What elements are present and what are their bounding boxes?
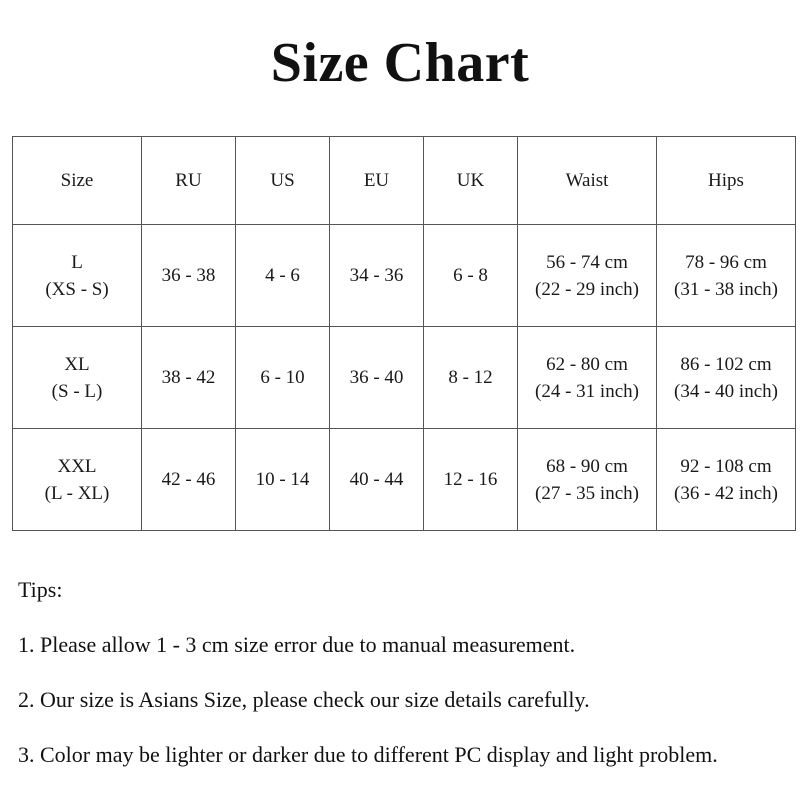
size-label: XL — [64, 353, 90, 375]
cell-waist — [518, 429, 657, 531]
table-row — [13, 327, 796, 429]
cell-uk: 12 - 16 — [424, 429, 518, 531]
cell-waist — [518, 327, 657, 429]
header-eu: EU — [330, 137, 424, 225]
cell-waist — [518, 225, 657, 327]
hips-cm: 92 - 108 cm — [680, 455, 772, 477]
hips-inch: (36 - 42 inch) — [674, 482, 778, 504]
header-hips: Hips — [657, 137, 796, 225]
tip-item-2: 2. Our size is Asians Size, please check our size details carefully. — [18, 687, 590, 712]
cell-us: 10 - 14 — [236, 429, 330, 531]
tip-item-3: 3. Color may be lighter or darker due to different PC display and light problem. — [18, 742, 718, 767]
cell-us: 4 - 6 — [236, 225, 330, 327]
size-range: (L - XL) — [44, 482, 110, 504]
cell-size — [13, 225, 142, 327]
cell-us: 6 - 10 — [236, 327, 330, 429]
size-chart-table — [12, 136, 796, 531]
hips-inch: (31 - 38 inch) — [674, 278, 778, 300]
table-header-row — [13, 137, 796, 225]
cell-eu: 40 - 44 — [330, 429, 424, 531]
waist-cm: 56 - 74 cm — [546, 251, 628, 273]
hips-inch: (34 - 40 inch) — [674, 380, 778, 402]
waist-cm: 68 - 90 cm — [546, 455, 628, 477]
cell-hips — [657, 429, 796, 531]
page-title: Size Chart — [270, 32, 530, 94]
tip-item-1: 1. Please allow 1 - 3 cm size error due to manual measurement. — [18, 632, 576, 657]
tips-heading: Tips: — [18, 577, 63, 602]
table-row — [13, 429, 796, 531]
cell-eu: 34 - 36 — [330, 225, 424, 327]
size-label: XXL — [57, 455, 97, 477]
cell-hips — [657, 327, 796, 429]
cell-size — [13, 327, 142, 429]
waist-inch: (27 - 35 inch) — [535, 482, 639, 504]
header-uk: UK — [424, 137, 518, 225]
cell-ru: 36 - 38 — [142, 225, 236, 327]
header-size: Size — [13, 137, 142, 225]
table-row — [13, 225, 796, 327]
header-waist: Waist — [518, 137, 657, 225]
waist-inch: (24 - 31 inch) — [535, 380, 639, 402]
waist-cm: 62 - 80 cm — [546, 353, 628, 375]
size-range: (S - L) — [51, 380, 103, 402]
hips-cm: 86 - 102 cm — [680, 353, 772, 375]
cell-ru: 38 - 42 — [142, 327, 236, 429]
cell-ru: 42 - 46 — [142, 429, 236, 531]
hips-cm: 78 - 96 cm — [685, 251, 767, 273]
cell-uk: 8 - 12 — [424, 327, 518, 429]
cell-uk: 6 - 8 — [424, 225, 518, 327]
header-ru: RU — [142, 137, 236, 225]
waist-inch: (22 - 29 inch) — [535, 278, 639, 300]
size-label: L — [71, 251, 83, 273]
cell-hips — [657, 225, 796, 327]
cell-eu: 36 - 40 — [330, 327, 424, 429]
header-us: US — [236, 137, 330, 225]
size-range: (XS - S) — [45, 278, 109, 300]
cell-size — [13, 429, 142, 531]
